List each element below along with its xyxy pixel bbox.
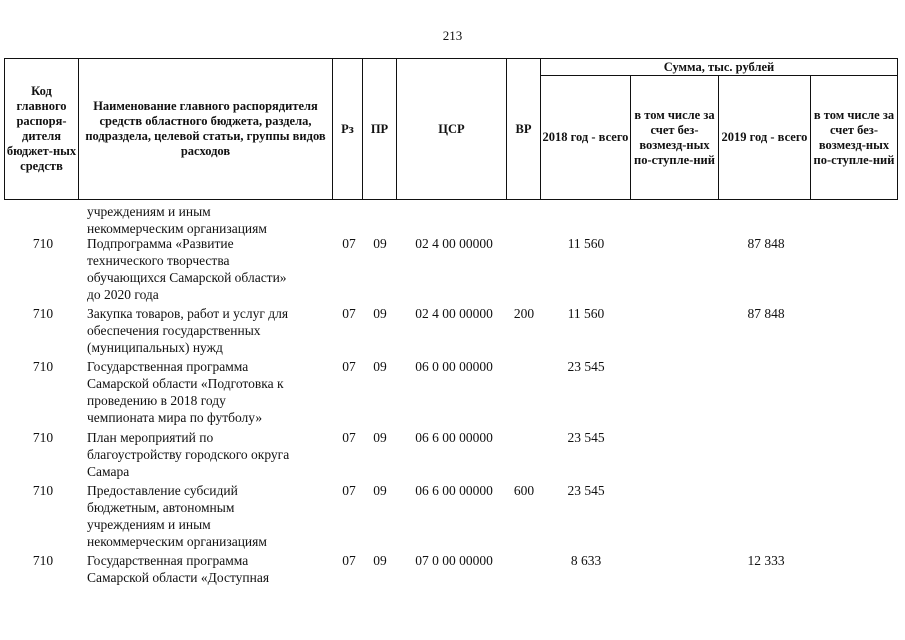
row-rz: 07 [342,306,356,321]
row-code: 710 [32,553,54,568]
row-name: учреждениям и иным некоммерческим организациям [87,204,267,236]
row-rz: 07 [342,483,356,498]
header-code: Код главного распоря-дителя бюджет-ных средств [6,84,77,173]
row-code: 710 [32,430,54,445]
header-bottom-border [4,199,897,200]
row-rz: 07 [342,236,356,251]
header-2019-total: 2019 год - всего [721,130,808,144]
row-sum-2018: 11 560 [567,306,605,321]
row-sum-2019: 87 848 [747,306,785,321]
row-name: Предоставление субсидий бюджетным, автономным учреждениям и иным некоммерческим организациям [87,483,267,549]
row-csr: 06 6 00 00000 [415,430,493,445]
row-csr: 07 0 00 00000 [415,553,493,568]
row-rz: 07 [342,430,356,445]
header-pr: ПР [370,121,389,136]
row-name: Государственная программа Самарской области «Доступная [87,553,270,585]
header-csr: ЦСР [438,121,465,136]
row-name: План мероприятий по благоустройству городского округа Самара [87,430,290,479]
row-rz: 07 [342,553,356,568]
row-csr: 02 4 00 00000 [415,236,493,251]
row-sum-2018: 23 545 [567,430,605,445]
row-code: 710 [32,359,54,374]
row-pr: 09 [373,306,387,321]
row-sum-2018: 23 545 [567,359,605,374]
row-name: Государственная программа Самарской области «Подготовка к проведению в 2018 году чемпионата мира по футболу» [87,359,284,425]
header-name: Наименование главного распорядителя средств областного бюджета, раздела, подраздела, целевой статьи, группы видов расходов [85,99,326,158]
header-2018-total: 2018 год - всего [542,130,629,144]
header-sum: Сумма, тыс. рублей [663,59,775,74]
row-csr: 06 6 00 00000 [415,483,493,498]
row-rz: 07 [342,359,356,374]
row-vr: 600 [513,483,535,498]
row-sum-2019: 12 333 [747,553,785,568]
row-pr: 09 [373,359,387,374]
row-sum-2018: 23 545 [567,483,605,498]
header-2019-free: в том числе за счет без-возмезд-ных по-ступле-ний [813,107,895,167]
row-sum-2019: 87 848 [747,236,785,251]
row-code: 710 [32,236,54,251]
column-divider [897,58,898,200]
row-pr: 09 [373,553,387,568]
row-code: 710 [32,483,54,498]
row-name: Закупка товаров, работ и услуг для обеспечения государственных (муниципальных) нужд [87,306,289,355]
row-pr: 09 [373,236,387,251]
row-pr: 09 [373,430,387,445]
page-number: 213 [442,28,463,43]
row-csr: 02 4 00 00000 [415,306,493,321]
row-sum-2018: 8 633 [570,553,602,568]
header-rz: Рз [341,121,354,136]
row-sum-2018: 11 560 [567,236,605,251]
row-csr: 06 0 00 00000 [415,359,493,374]
row-name: Подпрограмма «Развитие технического творчества обучающихся Самарской области» до 2020 года [87,236,287,302]
header-2018-free: в том числе за счет без-возмезд-ных по-ступле-ний [634,107,715,167]
row-code: 710 [32,306,54,321]
header-vr: ВР [515,121,532,136]
row-vr: 200 [513,306,535,321]
row-pr: 09 [373,483,387,498]
